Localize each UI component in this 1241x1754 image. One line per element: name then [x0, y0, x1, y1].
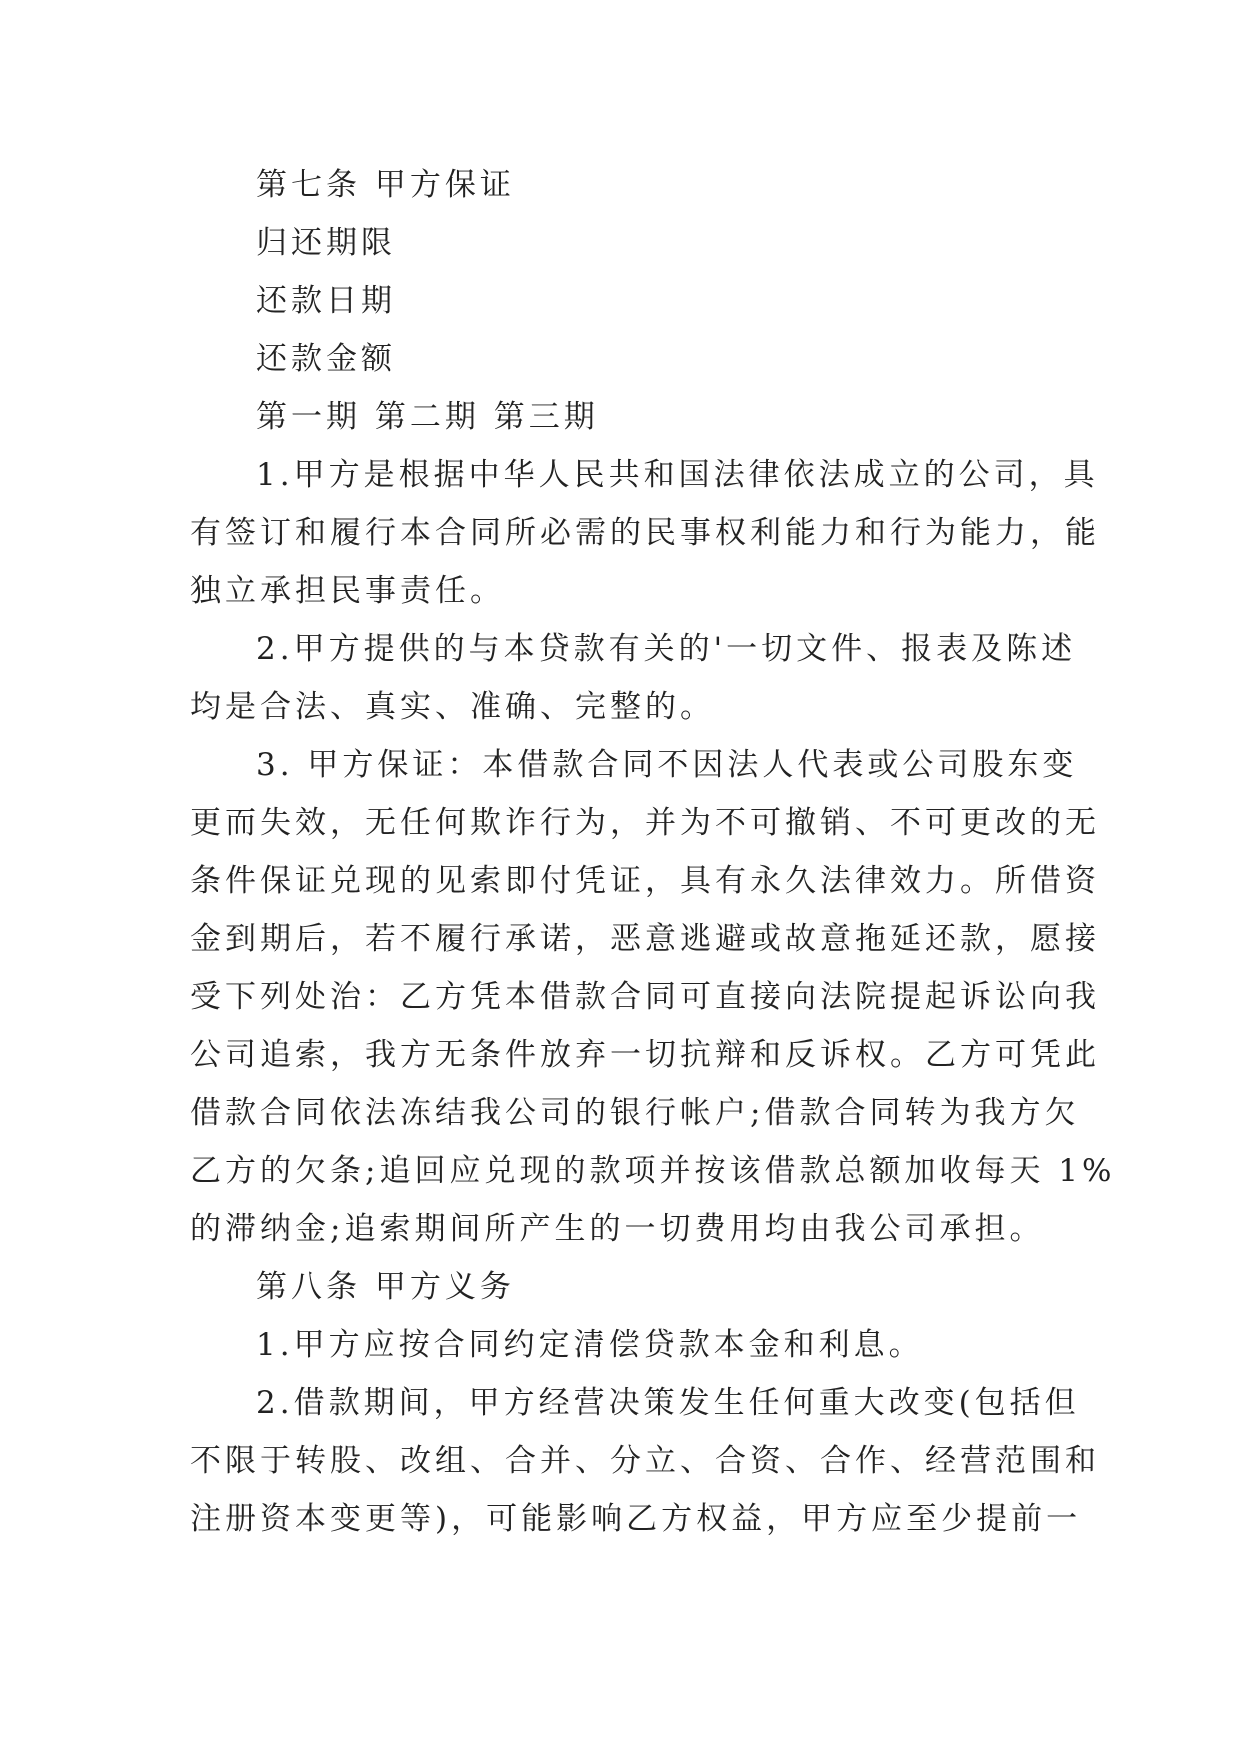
clause-line: 2.借款期间，甲方经营决策发生任何重大改变(包括但 — [256, 1385, 1080, 1421]
clause-line: 有签订和履行本合同所必需的民事权利能力和行为能力，能 — [190, 515, 1100, 551]
repayment-date-label: 还款日期 — [256, 283, 396, 319]
clause-line: 注册资本变更等)，可能影响乙方权益，甲方应至少提前一 — [190, 1501, 1082, 1537]
clause-7-3 — [190, 736, 1116, 1258]
clause-8-2 — [190, 1374, 1100, 1548]
clause-7-2 — [190, 620, 1077, 736]
clause-line: 金到期后，若不履行承诺，恶意逃避或故意拖延还款，愿接 — [190, 921, 1100, 957]
clause-line: 不限于转股、改组、合并、分立、合资、合作、经营范围和 — [190, 1443, 1100, 1479]
clause-line: 3. 甲方保证：本借款合同不因法人代表或公司股东变 — [256, 747, 1078, 783]
repayment-amount-label: 还款金额 — [256, 341, 396, 377]
document-body — [190, 156, 1116, 1548]
installment-labels: 第一期 第二期 第三期 — [256, 399, 599, 435]
clause-8-1: 1.甲方应按合同约定清偿贷款本金和利息。 — [256, 1327, 924, 1363]
clause-line: 公司追索，我方无条件放弃一切抗辩和反诉权。乙方可凭此 — [190, 1037, 1100, 1073]
clause-line: 均是合法、真实、准确、完整的。 — [190, 689, 715, 725]
article-8-heading: 第八条 甲方义务 — [256, 1269, 515, 1305]
clause-line: 条件保证兑现的见索即付凭证，具有永久法律效力。所借资 — [190, 863, 1100, 899]
clause-line: 借款合同依法冻结我公司的银行帐户;借款合同转为我方欠 — [190, 1095, 1080, 1131]
clause-7-1 — [190, 446, 1100, 620]
clause-line: 的滞纳金;追索期间所产生的一切费用均由我公司承担。 — [190, 1211, 1045, 1247]
clause-line: 1.甲方是根据中华人民共和国法律依法成立的公司，具 — [256, 457, 1099, 493]
clause-line: 2.甲方提供的与本贷款有关的'一切文件、报表及陈述 — [256, 631, 1077, 667]
clause-line: 乙方的欠条;追回应兑现的款项并按该借款总额加收每天 1% — [190, 1153, 1116, 1189]
clause-line: 更而失效，无任何欺诈行为，并为不可撤销、不可更改的无 — [190, 805, 1100, 841]
clause-line: 受下列处治：乙方凭本借款合同可直接向法院提起诉讼向我 — [190, 979, 1100, 1015]
article-7-heading: 第七条 甲方保证 — [256, 167, 515, 203]
repayment-period-label: 归还期限 — [256, 225, 396, 261]
clause-line: 独立承担民事责任。 — [190, 573, 505, 609]
